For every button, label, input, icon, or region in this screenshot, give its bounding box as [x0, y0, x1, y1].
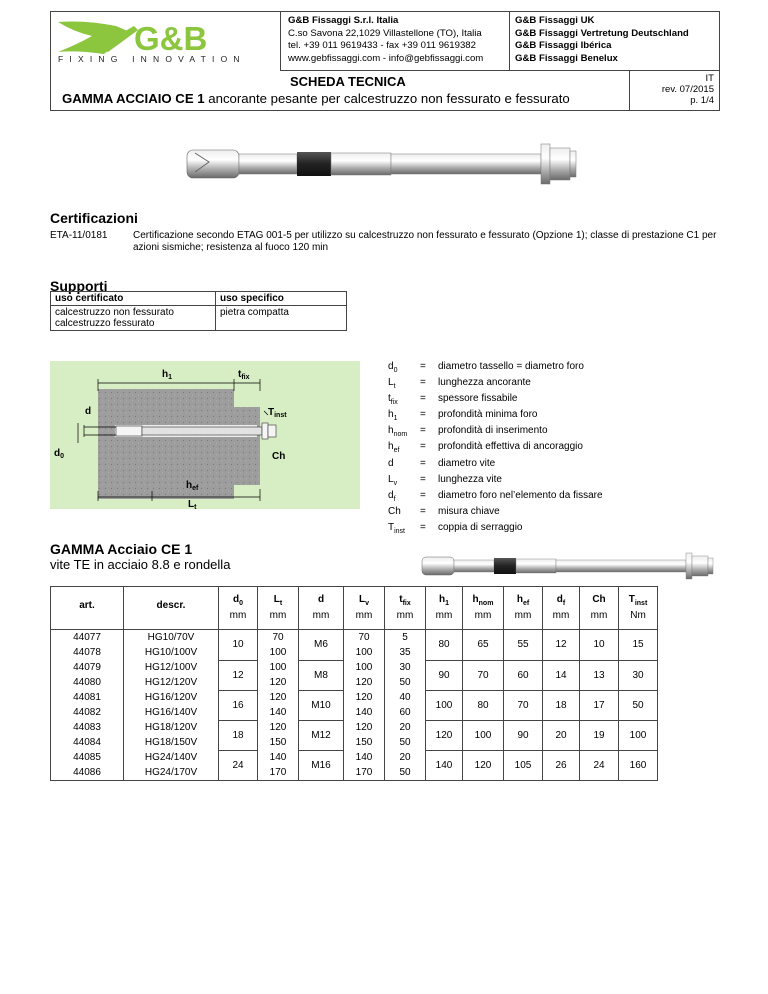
legend-description: spessore fissabile [438, 393, 518, 405]
legend-row [388, 490, 603, 506]
table-cell: 30 [385, 660, 426, 675]
column-header: $T_{inst}$ Nm [619, 587, 658, 630]
table-cell: 140 [426, 750, 463, 781]
logo-group-text: GROUP [206, 27, 252, 34]
table-cell: M16 [299, 750, 344, 781]
legend-row [388, 506, 603, 522]
legend-row [388, 393, 603, 409]
product-title-rest: ancorante pesante per calcestruzzo non fessurato e fessurato [204, 91, 570, 106]
legend-row [388, 409, 603, 425]
table-cell: 18 [543, 690, 580, 720]
table-cell: 30 [619, 660, 658, 690]
product-range-table [50, 586, 658, 781]
legend-equals: = [420, 441, 426, 453]
legend-description: profondità effettiva di ancoraggio [438, 441, 583, 453]
table-cell: HG16/140V [124, 705, 219, 720]
table-cell: 12 [543, 630, 580, 661]
table-cell: 20 [543, 720, 580, 750]
label-hef-diagram: $h_{ef}$ [186, 480, 199, 492]
table-cell: 50 [385, 765, 426, 781]
table-row [51, 720, 658, 735]
table-cell: 80 [463, 690, 504, 720]
table-cell: 140 [344, 705, 385, 720]
table-cell: HG24/140V [124, 750, 219, 765]
legend-symbol: d [388, 457, 394, 469]
table-cell: 24 [219, 750, 258, 781]
table-cell: 120 [258, 690, 299, 705]
table-cell: 40 [385, 690, 426, 705]
table-cell: 120 [258, 675, 299, 690]
table-cell: HG16/120V [124, 690, 219, 705]
legend-description: diametro tassello = diametro foro [438, 361, 584, 372]
company-name: G&B Fissaggi S.r.l. Italia [288, 15, 399, 26]
legend-equals: = [420, 361, 426, 372]
table-cell: 44084 [51, 735, 124, 750]
table-cell: 70 [258, 630, 299, 646]
table-cell: 44083 [51, 720, 124, 735]
column-header: art. [51, 587, 124, 630]
column-header: $d_0$ mm [219, 587, 258, 630]
revision: rev. 07/2015 [661, 84, 714, 95]
header-divider [280, 70, 719, 71]
table-cell: 120 [258, 720, 299, 735]
table-cell: 26 [543, 750, 580, 781]
support-item: calcestruzzo fessurato [55, 318, 155, 329]
legend-row [388, 425, 603, 441]
legend-equals: = [420, 521, 426, 533]
legend-equals: = [420, 425, 426, 437]
legend-row [388, 522, 603, 538]
table-cell: HG12/120V [124, 675, 219, 690]
column-header: $t_{fix}$ mm [385, 587, 426, 630]
legend-equals: = [420, 377, 426, 389]
label-d0-diagram: $d_0$ [54, 448, 65, 460]
table-body [51, 630, 658, 781]
table-cell: 170 [258, 765, 299, 781]
table-cell: 100 [463, 720, 504, 750]
table-cell: M6 [299, 630, 344, 661]
legend-description: coppia di serraggio [438, 521, 523, 533]
table-cell: 120 [344, 690, 385, 705]
table-cell: 80 [426, 630, 463, 661]
table-cell: 18 [219, 720, 258, 750]
range-title: GAMMA Acciaio CE 1 [50, 541, 193, 557]
label-lt-diagram: $L_t$ [188, 499, 197, 509]
header-divider [509, 11, 510, 71]
supports-certified-cell [51, 306, 216, 331]
table-cell: 90 [504, 720, 543, 750]
table-cell: 35 [385, 645, 426, 660]
table-cell: 50 [385, 735, 426, 750]
table-cell: 150 [258, 735, 299, 750]
supports-header-certified: uso certificato [51, 292, 216, 306]
table-cell: 50 [619, 690, 658, 720]
label-d-diagram: d [85, 406, 92, 417]
legend-symbol: $L_t$ [388, 377, 396, 391]
table-cell: 5 [385, 630, 426, 646]
header-divider [629, 70, 630, 111]
column-header: $h_1$ mm [426, 587, 463, 630]
table-row [51, 690, 658, 705]
symbol-legend [388, 361, 603, 538]
column-header: descr. [124, 587, 219, 630]
table-cell: HG18/120V [124, 720, 219, 735]
label-ch-diagram: Ch [272, 451, 286, 462]
logo-text: G&B [134, 20, 208, 57]
lang-code: IT [705, 73, 714, 84]
legend-equals: = [420, 393, 426, 405]
table-cell: 44080 [51, 675, 124, 690]
table-cell: 120 [426, 720, 463, 750]
table-cell: 160 [619, 750, 658, 781]
branch-uk: G&B Fissaggi UK [515, 15, 595, 26]
legend-description: profondità minima foro [438, 409, 538, 421]
company-phone: tel. +39 011 9619433 - fax +39 011 9619382 [288, 40, 476, 52]
legend-description: diametro vite [438, 457, 496, 469]
installation-diagram [50, 361, 360, 509]
table-cell: HG10/70V [124, 630, 219, 646]
table-cell: 44082 [51, 705, 124, 720]
column-header: Ch mm [580, 587, 619, 630]
legend-row [388, 474, 603, 490]
legend-equals: = [420, 457, 426, 469]
table-cell: 140 [258, 705, 299, 720]
legend-symbol: $h_1$ [388, 409, 398, 423]
table-cell: M10 [299, 690, 344, 720]
table-cell: 19 [580, 720, 619, 750]
table-cell: 170 [344, 765, 385, 781]
anchor-photo-small [420, 549, 720, 583]
table-cell: 44085 [51, 750, 124, 765]
legend-equals: = [420, 505, 426, 517]
table-cell: 120 [463, 750, 504, 781]
table-cell: 140 [258, 750, 299, 765]
table-cell: 10 [580, 630, 619, 661]
supports-specific-cell: pietra compatta [216, 306, 347, 331]
company-address: C.so Savona 22,1029 Villastellone (TO), Italia [288, 27, 482, 39]
product-title-bold: GAMMA ACCIAIO CE 1 [62, 91, 205, 106]
table-cell: 50 [385, 675, 426, 690]
table-cell: 14 [543, 660, 580, 690]
legend-equals: = [420, 409, 426, 421]
table-cell: 44078 [51, 645, 124, 660]
legend-symbol: $d_f$ [388, 489, 396, 503]
certification-text: Certificazione secondo ETAG 001-5 per utilizzo su calcestruzzo non fessurato e fessurato (Opzione 1); classe di prestazione C1 per azioni sismiche; resistenza al fuoco 120 min [133, 230, 717, 253]
table-cell: 120 [344, 675, 385, 690]
company-web: www.gebfissaggi.com - info@gebfissaggi.com [288, 52, 484, 64]
table-cell: 70 [463, 660, 504, 690]
table-cell: HG24/170V [124, 765, 219, 781]
table-cell: M8 [299, 660, 344, 690]
table-cell: 24 [580, 750, 619, 781]
certifications-title: Certificazioni [50, 210, 138, 226]
revision-block [632, 73, 714, 106]
table-row [51, 660, 658, 675]
column-header: $h_{ef}$ mm [504, 587, 543, 630]
table-cell: 12 [219, 660, 258, 690]
table-cell: 65 [463, 630, 504, 661]
table-cell: 17 [580, 690, 619, 720]
column-header: $h_{nom}$ mm [463, 587, 504, 630]
table-cell: M12 [299, 720, 344, 750]
column-header: $L_v$ mm [344, 587, 385, 630]
legend-row [388, 361, 603, 377]
supports-title: Supporti [50, 278, 108, 294]
legend-symbol: $h_{ef}$ [388, 441, 400, 455]
support-item: calcestruzzo non fessurato [55, 307, 174, 318]
international-branches [515, 15, 689, 65]
table-cell: 16 [219, 690, 258, 720]
supports-table [50, 291, 347, 331]
legend-description: lunghezza vite [438, 473, 502, 485]
table-cell: 60 [504, 660, 543, 690]
table-cell: 100 [344, 645, 385, 660]
table-cell: 44077 [51, 630, 124, 646]
company-contacts [288, 15, 483, 65]
column-header: d mm [299, 587, 344, 630]
legend-symbol: $T_{inst}$ [388, 521, 406, 535]
table-cell: 20 [385, 720, 426, 735]
table-cell: 100 [426, 690, 463, 720]
eta-code: ETA-11/0181 [50, 230, 108, 241]
header-divider [280, 11, 281, 71]
branch-es: G&B Fissaggi Ibérica [515, 40, 612, 52]
doc-type: SCHEDA TECNICA [290, 74, 406, 89]
branch-de: G&B Fissaggi Vertretung Deutschland [515, 27, 689, 39]
table-cell: 100 [258, 645, 299, 660]
table-cell: 120 [344, 720, 385, 735]
table-cell: 150 [344, 735, 385, 750]
label-h1-diagram: $h_1$ [162, 369, 173, 381]
page-number: p. 1/4 [690, 95, 714, 106]
label-tinst-diagram: $T_{inst}$ [268, 407, 287, 419]
legend-symbol: $L_v$ [388, 473, 398, 487]
table-cell: 100 [344, 660, 385, 675]
column-header: $d_f$ mm [543, 587, 580, 630]
table-cell: 10 [219, 630, 258, 661]
legend-description: lunghezza ancorante [438, 377, 531, 389]
legend-description: misura chiave [438, 505, 500, 517]
table-cell: 13 [580, 660, 619, 690]
table-cell: 70 [344, 630, 385, 646]
table-header-row [51, 587, 658, 630]
supports-header-specific: uso specifico [216, 292, 347, 306]
legend-row [388, 377, 603, 393]
product-title [62, 91, 570, 106]
legend-row [388, 441, 603, 457]
legend-equals: = [420, 473, 426, 485]
range-subtitle: vite TE in acciaio 8.8 e rondella [50, 557, 231, 572]
legend-description: diametro foro nel’elemento da fissare [438, 489, 603, 501]
branch-benelux: G&B Fissaggi Benelux [515, 52, 618, 64]
legend-symbol: $d_0$ [388, 361, 398, 374]
table-cell: 44086 [51, 765, 124, 781]
table-cell: 55 [504, 630, 543, 661]
table-cell: 140 [344, 750, 385, 765]
company-tagline: FIXING INNOVATION [58, 54, 246, 64]
table-cell: 44079 [51, 660, 124, 675]
table-cell: 100 [619, 720, 658, 750]
table-cell: HG10/100V [124, 645, 219, 660]
table-cell: 90 [426, 660, 463, 690]
table-cell: HG18/150V [124, 735, 219, 750]
legend-description: profondità di inserimento [438, 425, 548, 437]
legend-symbol: $t_{fix}$ [388, 393, 398, 407]
anchor-photo [185, 140, 580, 190]
table-cell: 105 [504, 750, 543, 781]
label-tfix-diagram: $t_{fix}$ [238, 369, 250, 381]
table-cell: 70 [504, 690, 543, 720]
table-cell: HG12/100V [124, 660, 219, 675]
table-cell: 100 [258, 660, 299, 675]
legend-row [388, 458, 603, 474]
table-row [51, 630, 658, 646]
table-cell: 60 [385, 705, 426, 720]
legend-symbol: $h_{nom}$ [388, 425, 408, 439]
column-header: $L_t$ mm [258, 587, 299, 630]
table-cell: 15 [619, 630, 658, 661]
legend-equals: = [420, 489, 426, 501]
table-cell: 44081 [51, 690, 124, 705]
table-row [51, 750, 658, 765]
table-cell: 20 [385, 750, 426, 765]
legend-symbol: Ch [388, 505, 401, 517]
